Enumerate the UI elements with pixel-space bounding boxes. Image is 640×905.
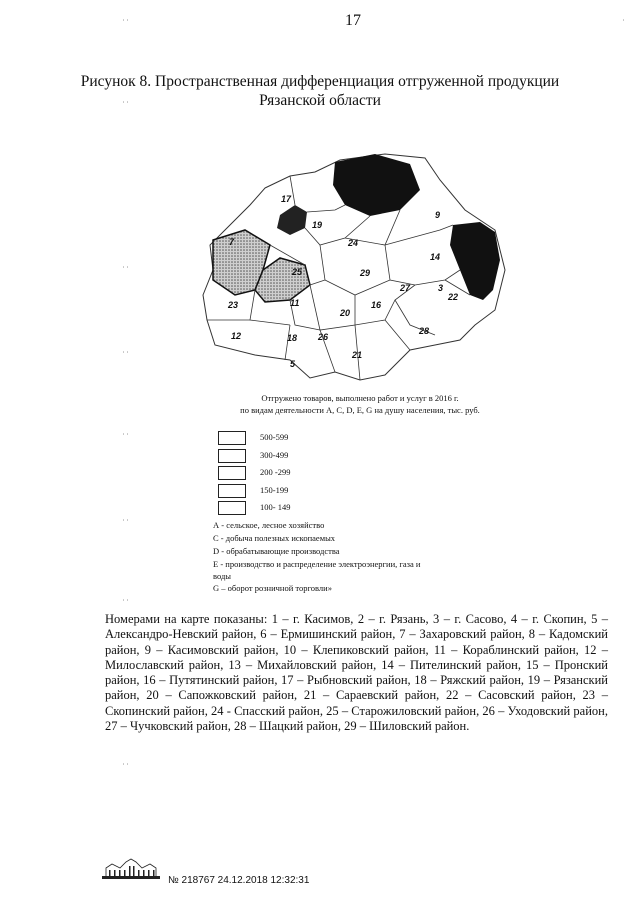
caption-line-2: по видам деятельности A, C, D, E, G на душу населения, тыс. руб. [240, 405, 480, 415]
map-region-number: 16 [371, 300, 382, 310]
map-region-number: 3 [438, 283, 444, 293]
map-region-number: 28 [419, 326, 430, 336]
map-region-number: 18 [287, 333, 298, 343]
map-region-number: 29 [360, 268, 371, 278]
map-region-number: 25 [292, 267, 303, 277]
library-logo-icon [100, 858, 162, 880]
legend-swatch [218, 466, 246, 480]
map-region-number: 5 [290, 359, 296, 369]
scan-mark: ˙˙ [122, 18, 130, 28]
map-region-number: 9 [435, 210, 441, 220]
map-region-number: 19 [312, 220, 323, 230]
scan-mark: ˙˙ [122, 518, 130, 528]
legend-label: 500-599 [260, 432, 289, 442]
map-region-number: 20 [340, 308, 351, 318]
map-region-number: 22 [448, 292, 459, 302]
scan-mark: ˙ [622, 18, 626, 28]
scan-mark: ˙˙ [122, 432, 130, 442]
scan-mark: ˙˙ [122, 598, 130, 608]
map-region-number: 14 [430, 252, 441, 262]
map-region-number: 7 [229, 237, 235, 247]
legend-swatch [218, 449, 246, 463]
scan-mark: ˙˙ [122, 100, 130, 110]
map-region-number: 21 [352, 350, 363, 360]
document-stamp: № 218767 24.12.2018 12:32:31 [168, 875, 310, 886]
map-region-number: 26 [318, 332, 329, 342]
legend-swatch [218, 484, 246, 498]
activity-line: А - сельское, лесное хозяйство [213, 520, 325, 530]
activity-line: G – оборот розничной торговли» [213, 583, 332, 593]
map-region-number: 11 [290, 298, 300, 308]
legend-label: 150-199 [260, 485, 289, 495]
legend-swatch [218, 501, 246, 515]
page-number: 17 [345, 12, 361, 29]
activity-line: Е - производство и распределение электроэнергии, газа и [213, 559, 421, 569]
legend-label: 300-499 [260, 450, 289, 460]
region-map [195, 150, 525, 390]
scan-mark: ˙˙ [122, 762, 130, 772]
map-numbers-paragraph: Номерами на карте показаны: 1 – г. Касимов, 2 – г. Рязань, 3 – г. Сасово, 4 – г. Скопин, 5 – Александро-Невский район, 6 – Ермишинский район, 7 – Захаровский район, 8 – Кадомский район, 9 – Касимовский район, 10 – Клепиковский район, 11 – Кораблинский район, 12 – Милославский район, 13 – Михайловский район, 14 – Пителинский район, 15 – Пронский район, 16 – Путятинский район, 17 – Рыбновский район, 18 – Ряжский район, 19 – Рязанский район, 20 – Сапожковский район, 21 – Сараевский район, 22 – Сасовский район, 23 – Скопинский район, 24 - Спасский район, 25 – Старожиловский район, 26 – Уходовский район, 27 – Чучковский район, 28 – Шацкий район, 29 – Шиловский район. [105, 612, 608, 734]
map-region-number: 24 [348, 238, 359, 248]
scan-mark: ˙˙ [122, 350, 130, 360]
map-caption [150, 392, 570, 416]
legend-swatch [218, 431, 246, 445]
activity-line: D - обрабатывающие производства [213, 546, 340, 556]
activity-line: воды [213, 571, 231, 581]
map-region-number: 17 [281, 194, 292, 204]
map-region-number: 12 [231, 331, 242, 341]
figure-title: Рисунок 8. Пространственная дифференциация отгруженной продукции Рязанской области [80, 73, 560, 109]
legend-label: 100- 149 [260, 502, 291, 512]
caption-line-1: Отгружено товаров, выполнено работ и услуг в 2016 г. [261, 393, 459, 403]
map-region-number: 27 [400, 283, 411, 293]
legend-label: 200 -299 [260, 467, 291, 477]
activity-line: С - добыча полезных ископаемых [213, 533, 336, 543]
map-region-number: 23 [228, 300, 239, 310]
scan-mark: ˙˙ [122, 265, 130, 275]
